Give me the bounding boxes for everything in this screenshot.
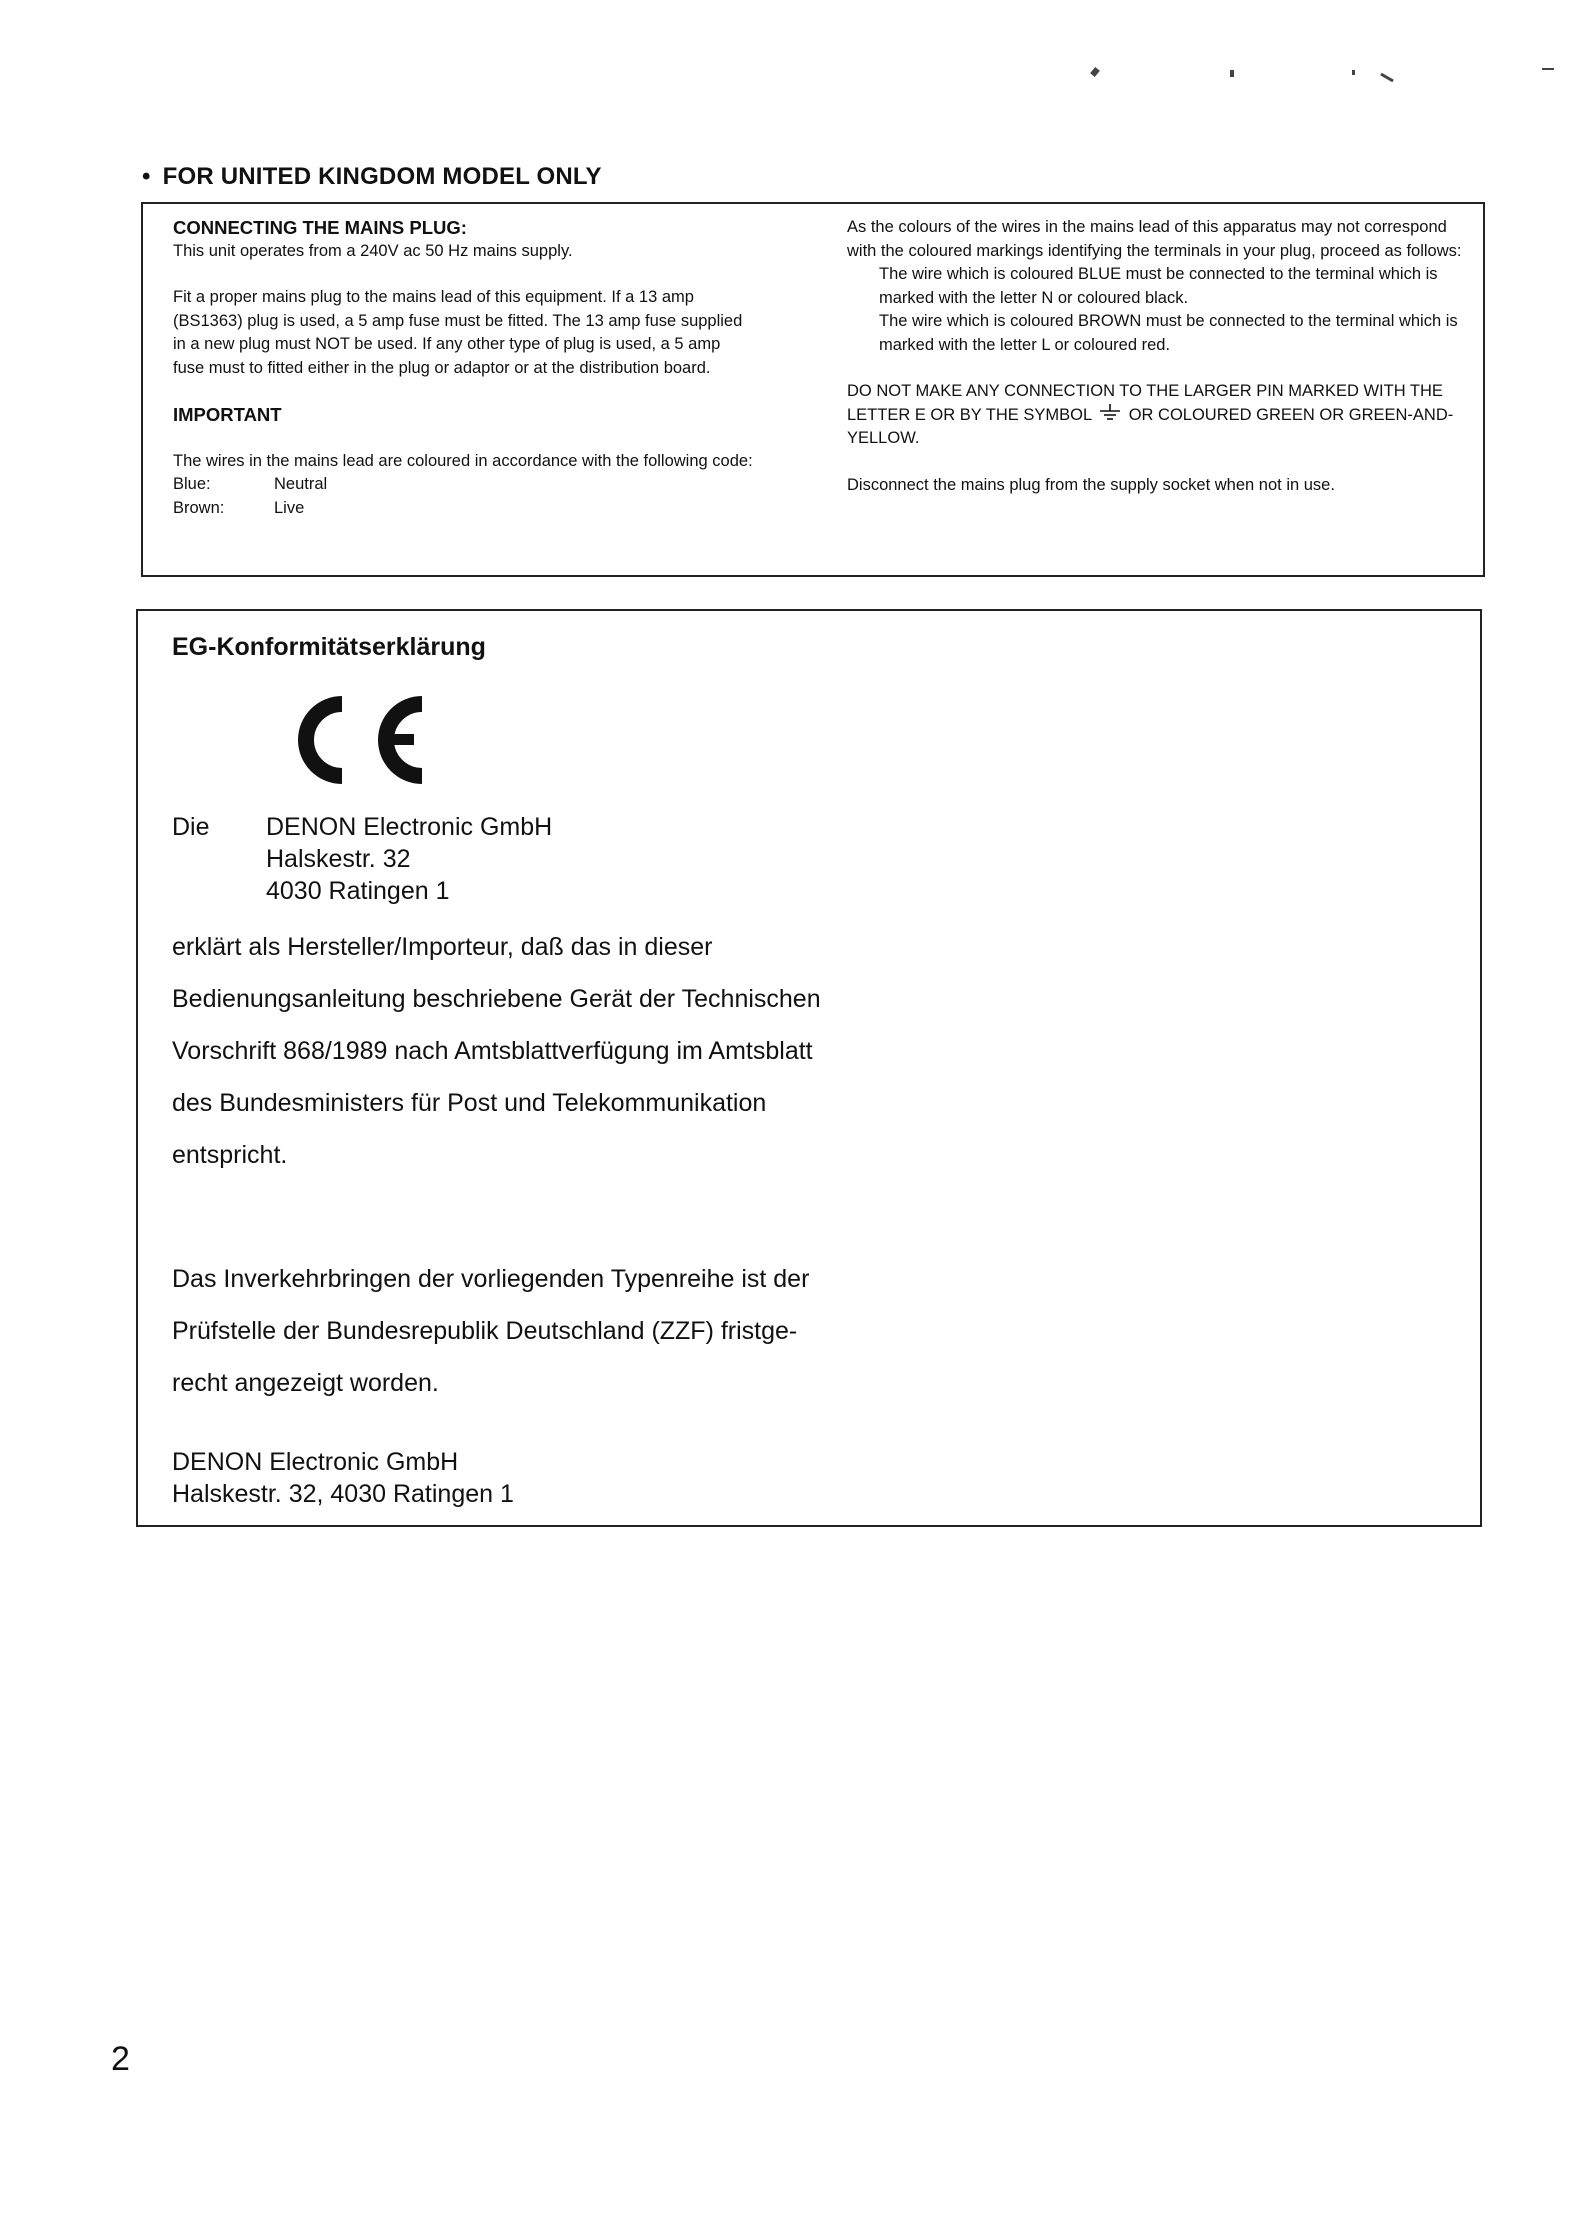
address-line: Halskestr. 32 bbox=[266, 845, 411, 873]
ce-mark-logo bbox=[284, 686, 432, 799]
address-line: 4030 Ratingen 1 bbox=[266, 877, 450, 905]
address-row bbox=[172, 875, 552, 907]
wire-code-key: Brown: bbox=[173, 498, 225, 517]
manufacturer-address bbox=[172, 811, 552, 907]
registration-line: recht angezeigt worden. bbox=[172, 1369, 439, 1397]
uk-box-right-column bbox=[847, 216, 1467, 497]
scan-speck bbox=[1542, 68, 1554, 70]
uk-model-title: FOR UNITED KINGDOM MODEL ONLY bbox=[162, 163, 602, 190]
eg-declaration-box bbox=[136, 609, 1482, 1527]
footer-address bbox=[172, 1446, 514, 1510]
registration-line: Das Inverkehrbringen der vorliegenden Typenreihe ist der bbox=[172, 1265, 810, 1293]
earth-warning-part1: DO NOT MAKE ANY CONNECTION TO THE LARGER PIN MARKED WITH THE LETTER E OR BY THE SYMBOL bbox=[847, 382, 1443, 424]
uk-box-left-column bbox=[173, 216, 756, 520]
wires-code-text: The wires in the mains lead are coloured in accordance with the following code: bbox=[173, 451, 753, 470]
address-row bbox=[172, 811, 552, 843]
declaration-line: erklärt als Hersteller/Importeur, daß das in dieser bbox=[172, 933, 713, 961]
wire-code-key: Blue: bbox=[173, 475, 211, 493]
scan-speck bbox=[1352, 70, 1355, 75]
wire-code-row bbox=[173, 497, 756, 521]
declaration-line: entspricht. bbox=[172, 1141, 288, 1169]
registration-line: Prüfstelle der Bundesrepublik Deutschland (ZZF) fristge- bbox=[172, 1317, 798, 1345]
earth-warning bbox=[847, 380, 1467, 451]
address-key: Die bbox=[172, 813, 210, 841]
wire-code-value: Neutral bbox=[274, 475, 328, 493]
wire-code-value: Live bbox=[274, 498, 305, 517]
connecting-plug-title: CONNECTING THE MAINS PLUG: bbox=[173, 217, 467, 238]
disconnect-text: Disconnect the mains plug from the supply socket when not in use. bbox=[847, 475, 1335, 494]
blue-wire-rule: The wire which is coloured BLUE must be connected to the terminal which is marked with the letter N or coloured black. bbox=[879, 265, 1438, 307]
page-number: 2 bbox=[111, 2040, 130, 2078]
brown-wire-rule: The wire which is coloured BROWN must be connected to the terminal which is marked with the letter L or coloured red. bbox=[879, 312, 1458, 354]
supply-text: This unit operates from a 240V ac 50 Hz mains supply. bbox=[173, 241, 573, 260]
earth-ground-icon bbox=[1099, 404, 1121, 428]
declaration-paragraph bbox=[172, 921, 1372, 1181]
uk-model-heading bbox=[142, 163, 602, 191]
bullet-icon: • bbox=[142, 163, 151, 190]
footer-address-line: DENON Electronic GmbH bbox=[172, 1448, 459, 1476]
wire-code-row bbox=[173, 473, 756, 497]
footer-address-line: Halskestr. 32, 4030 Ratingen 1 bbox=[172, 1480, 514, 1508]
declaration-line: des Bundesministers für Post und Telekommunikation bbox=[172, 1089, 767, 1117]
scan-speck bbox=[1230, 70, 1234, 77]
scan-speck bbox=[1380, 73, 1394, 83]
declaration-line: Bedienungsanleitung beschriebene Gerät der Technischen bbox=[172, 985, 821, 1013]
colour-intro-text: As the colours of the wires in the mains lead of this apparatus may not correspond with the coloured markings identifying the terminals in your plug, proceed as follows: bbox=[847, 218, 1462, 260]
eg-declaration-title: EG-Konformitätserklärung bbox=[172, 633, 486, 661]
scan-speck bbox=[1090, 67, 1100, 77]
uk-mains-plug-box bbox=[141, 202, 1485, 577]
address-row bbox=[172, 843, 552, 875]
address-line: DENON Electronic GmbH bbox=[266, 813, 553, 841]
registration-paragraph bbox=[172, 1253, 1372, 1409]
declaration-line: Vorschrift 868/1989 nach Amtsblattverfügung im Amtsblatt bbox=[172, 1037, 813, 1065]
important-title: IMPORTANT bbox=[173, 404, 282, 425]
fuse-text: Fit a proper mains plug to the mains lead of this equipment. If a 13 amp (BS1363) plug is used, a 5 amp fuse must be fitted. The 13 amp fuse supplied in a new plug must NOT be used. If any other type of plug is used, a 5 amp fuse must to fitted either in the plug or adaptor or at the distribution board. bbox=[173, 288, 743, 377]
earth-warning-part2: OR COLOURED GREEN OR GREEN-AND-YELLOW. bbox=[847, 405, 1454, 448]
